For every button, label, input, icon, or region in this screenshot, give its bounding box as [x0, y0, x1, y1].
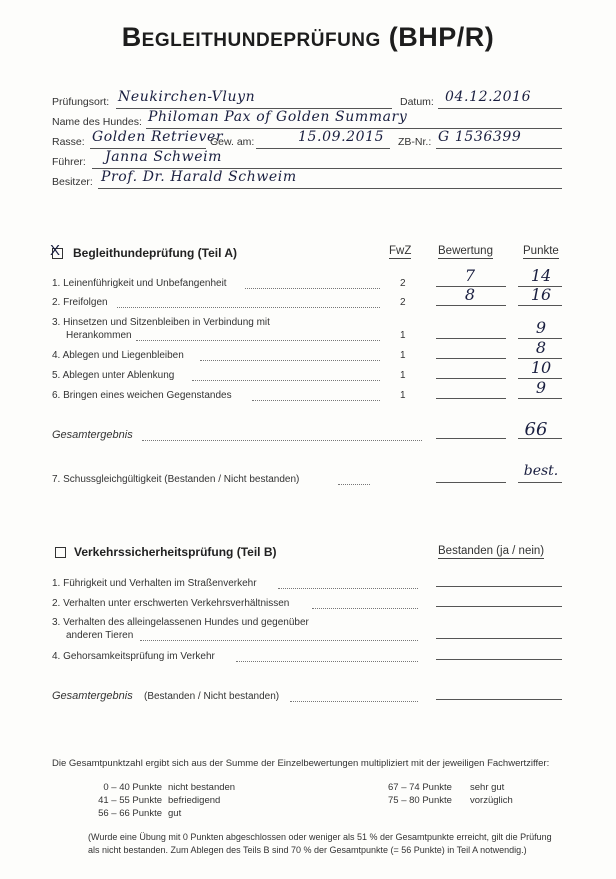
page-title: Begleithundeprüfung (BHP/R) [121, 22, 495, 52]
teil-a-schuss-value[interactable]: best. [523, 463, 559, 479]
bestanden-line[interactable] [436, 699, 562, 700]
bewertung-line [436, 398, 506, 399]
teil-a-item-3-label2: Herankommen [66, 330, 132, 341]
datum-line [438, 108, 562, 109]
scale-text: nicht bestanden [168, 782, 236, 793]
hund-label: Name des Hundes: [52, 116, 142, 128]
pruefungsort-value[interactable]: Neukirchen-Vluyn [118, 89, 256, 105]
teil-a-item-5-label: 5. Ablegen unter Ablenkung [52, 370, 175, 381]
gew-value[interactable]: 15.09.2015 [298, 129, 385, 145]
scale-range: 75 – 80 Punkte [388, 795, 452, 806]
scale-range: 67 – 74 Punkte [388, 782, 452, 793]
teil-a-item-4-fwz: 1 [400, 350, 406, 361]
scale-text: befriedigend [168, 795, 221, 806]
col-punkte: Punkte [523, 245, 559, 257]
teil-b-checkbox[interactable] [55, 547, 66, 558]
teil-a-item-2-bewertung[interactable]: 8 [464, 285, 476, 304]
scale-text: vorzüglich [470, 795, 513, 806]
teil-b-item-4-label: 4. Gehorsamkeitsprüfung im Verkehr [52, 651, 215, 662]
scale-range: 56 – 66 Punkte [98, 808, 162, 819]
bewertung-line [436, 438, 506, 439]
teil-b-gesamt-suffix: (Bestanden / Nicht bestanden) [144, 691, 280, 702]
gew-line [256, 148, 390, 149]
besitzer-label: Besitzer: [52, 176, 93, 188]
teil-a-item-1-label: 1. Leinenführigkeit und Unbefangenheit [52, 278, 227, 289]
punkte-line [518, 398, 562, 399]
teil-a-item-4-punkte[interactable]: 8 [535, 338, 547, 357]
dot-leader [245, 288, 380, 289]
teil-a-item-2-label: 2. Freifolgen [52, 297, 108, 308]
scale-range: 0 – 40 Punkte [103, 782, 162, 793]
dot-leader [252, 400, 380, 401]
punkte-line [518, 482, 562, 483]
besitzer-line [98, 188, 562, 189]
dot-leader [140, 640, 418, 641]
col-fwz: FwZ [389, 245, 412, 257]
teil-a-gesamt-label: Gesamtergebnis [52, 429, 133, 441]
bestanden-line[interactable] [436, 606, 562, 607]
dot-leader [142, 440, 422, 441]
dot-leader [192, 380, 380, 381]
footer-intro: Die Gesamtpunktzahl ergibt sich aus der Summe der Einzelbewertungen multipliziert mit der jeweiligen Fachwertziffer: [52, 758, 550, 769]
dot-leader [136, 340, 380, 341]
footer-note-1: (Wurde eine Übung mit 0 Punkten abgeschlossen oder weniger als 51 % der Gesamtpunkte erreicht, gilt die Prüfung [88, 832, 552, 842]
gew-label: Gew. am: [210, 136, 255, 148]
teil-a-gesamt-value[interactable]: 66 [524, 419, 548, 440]
teil-b-item-3-label2: anderen Tieren [66, 630, 134, 641]
teil-b-item-2-label: 2. Verhalten unter erschwerten Verkehrsverhältnissen [52, 598, 290, 609]
bewertung-line [436, 378, 506, 379]
teil-b-title: Verkehrssicherheitsprüfung (Teil B) [74, 545, 277, 559]
teil-a-item-1-fwz: 2 [400, 278, 406, 289]
bewertung-line [436, 358, 506, 359]
teil-a-item-4-label: 4. Ablegen und Liegenbleiben [52, 350, 184, 361]
bewertung-line [436, 482, 506, 483]
zb-label: ZB-Nr.: [398, 136, 432, 148]
dot-leader [338, 484, 370, 485]
teil-a-item-1-bewertung[interactable]: 7 [464, 266, 476, 285]
dot-leader [236, 661, 418, 662]
teil-a-item-5-fwz: 1 [400, 370, 406, 381]
teil-a-check-mark: X [50, 242, 61, 259]
dot-leader [312, 608, 418, 609]
hund-value[interactable]: Philoman Pax of Golden Summary [148, 109, 408, 125]
dot-leader [200, 360, 380, 361]
teil-a-title: Begleithundeprüfung (Teil A) [73, 246, 237, 260]
teil-b-item-3-label: 3. Verhalten des alleingelassenen Hundes und gegenüber [52, 617, 309, 628]
teil-a-schuss-label: 7. Schussgleichgültigkeit (Bestanden / Nicht bestanden) [52, 474, 300, 485]
teil-a-item-2-fwz: 2 [400, 297, 406, 308]
teil-b-gesamt-label: Gesamtergebnis [52, 690, 133, 702]
teil-a-item-3-fwz: 1 [400, 330, 406, 341]
dot-leader [278, 588, 418, 589]
teil-a-item-1-punkte[interactable]: 14 [530, 266, 552, 285]
teil-a-item-3-label: 3. Hinsetzen und Sitzenbleiben in Verbindung mit [52, 317, 270, 328]
teil-a-item-6-label: 6. Bringen eines weichen Gegenstandes [52, 390, 232, 401]
footer-note-2: als nicht bestanden. Zum Ablegen des Teils B sind 70 % der Gesamtpunkte (= 56 Punkte) in Teil A notwendig.) [88, 845, 527, 855]
teil-a-item-6-fwz: 1 [400, 390, 406, 401]
bestanden-line[interactable] [436, 586, 562, 587]
teil-a-item-2-punkte[interactable]: 16 [530, 285, 552, 304]
fuehrer-label: Führer: [52, 156, 86, 168]
rasse-label: Rasse: [52, 136, 85, 148]
datum-label: Datum: [400, 96, 434, 108]
punkte-line [518, 438, 562, 439]
rasse-value[interactable]: Golden Retriever [92, 129, 224, 145]
col-bewertung: Bewertung [438, 245, 493, 257]
dot-leader [290, 701, 418, 702]
scale-text: gut [168, 808, 182, 819]
scale-text: sehr gut [470, 782, 505, 793]
teil-a-item-6-punkte[interactable]: 9 [535, 378, 547, 397]
datum-value[interactable]: 04.12.2016 [445, 89, 532, 105]
bewertung-line [436, 305, 506, 306]
zb-value[interactable]: G 1536399 [438, 129, 522, 145]
pruefungsort-label: Prüfungsort: [52, 96, 110, 108]
teil-a-item-5-punkte[interactable]: 10 [530, 358, 552, 377]
bestanden-line[interactable] [436, 659, 562, 660]
scale-range: 41 – 55 Punkte [98, 795, 162, 806]
teil-a-item-3-punkte[interactable]: 9 [535, 318, 547, 337]
besitzer-value[interactable]: Prof. Dr. Harald Schweim [101, 169, 297, 185]
punkte-line [518, 305, 562, 306]
teil-b-item-1-label: 1. Führigkeit und Verhalten im Straßenverkehr [52, 578, 257, 589]
bewertung-line [436, 338, 506, 339]
fuehrer-value[interactable]: Janna Schweim [105, 149, 223, 165]
dot-leader [117, 307, 380, 308]
bestanden-line[interactable] [436, 638, 562, 639]
col-bestanden: Bestanden (ja / nein) [438, 545, 545, 557]
zb-line [436, 148, 562, 149]
